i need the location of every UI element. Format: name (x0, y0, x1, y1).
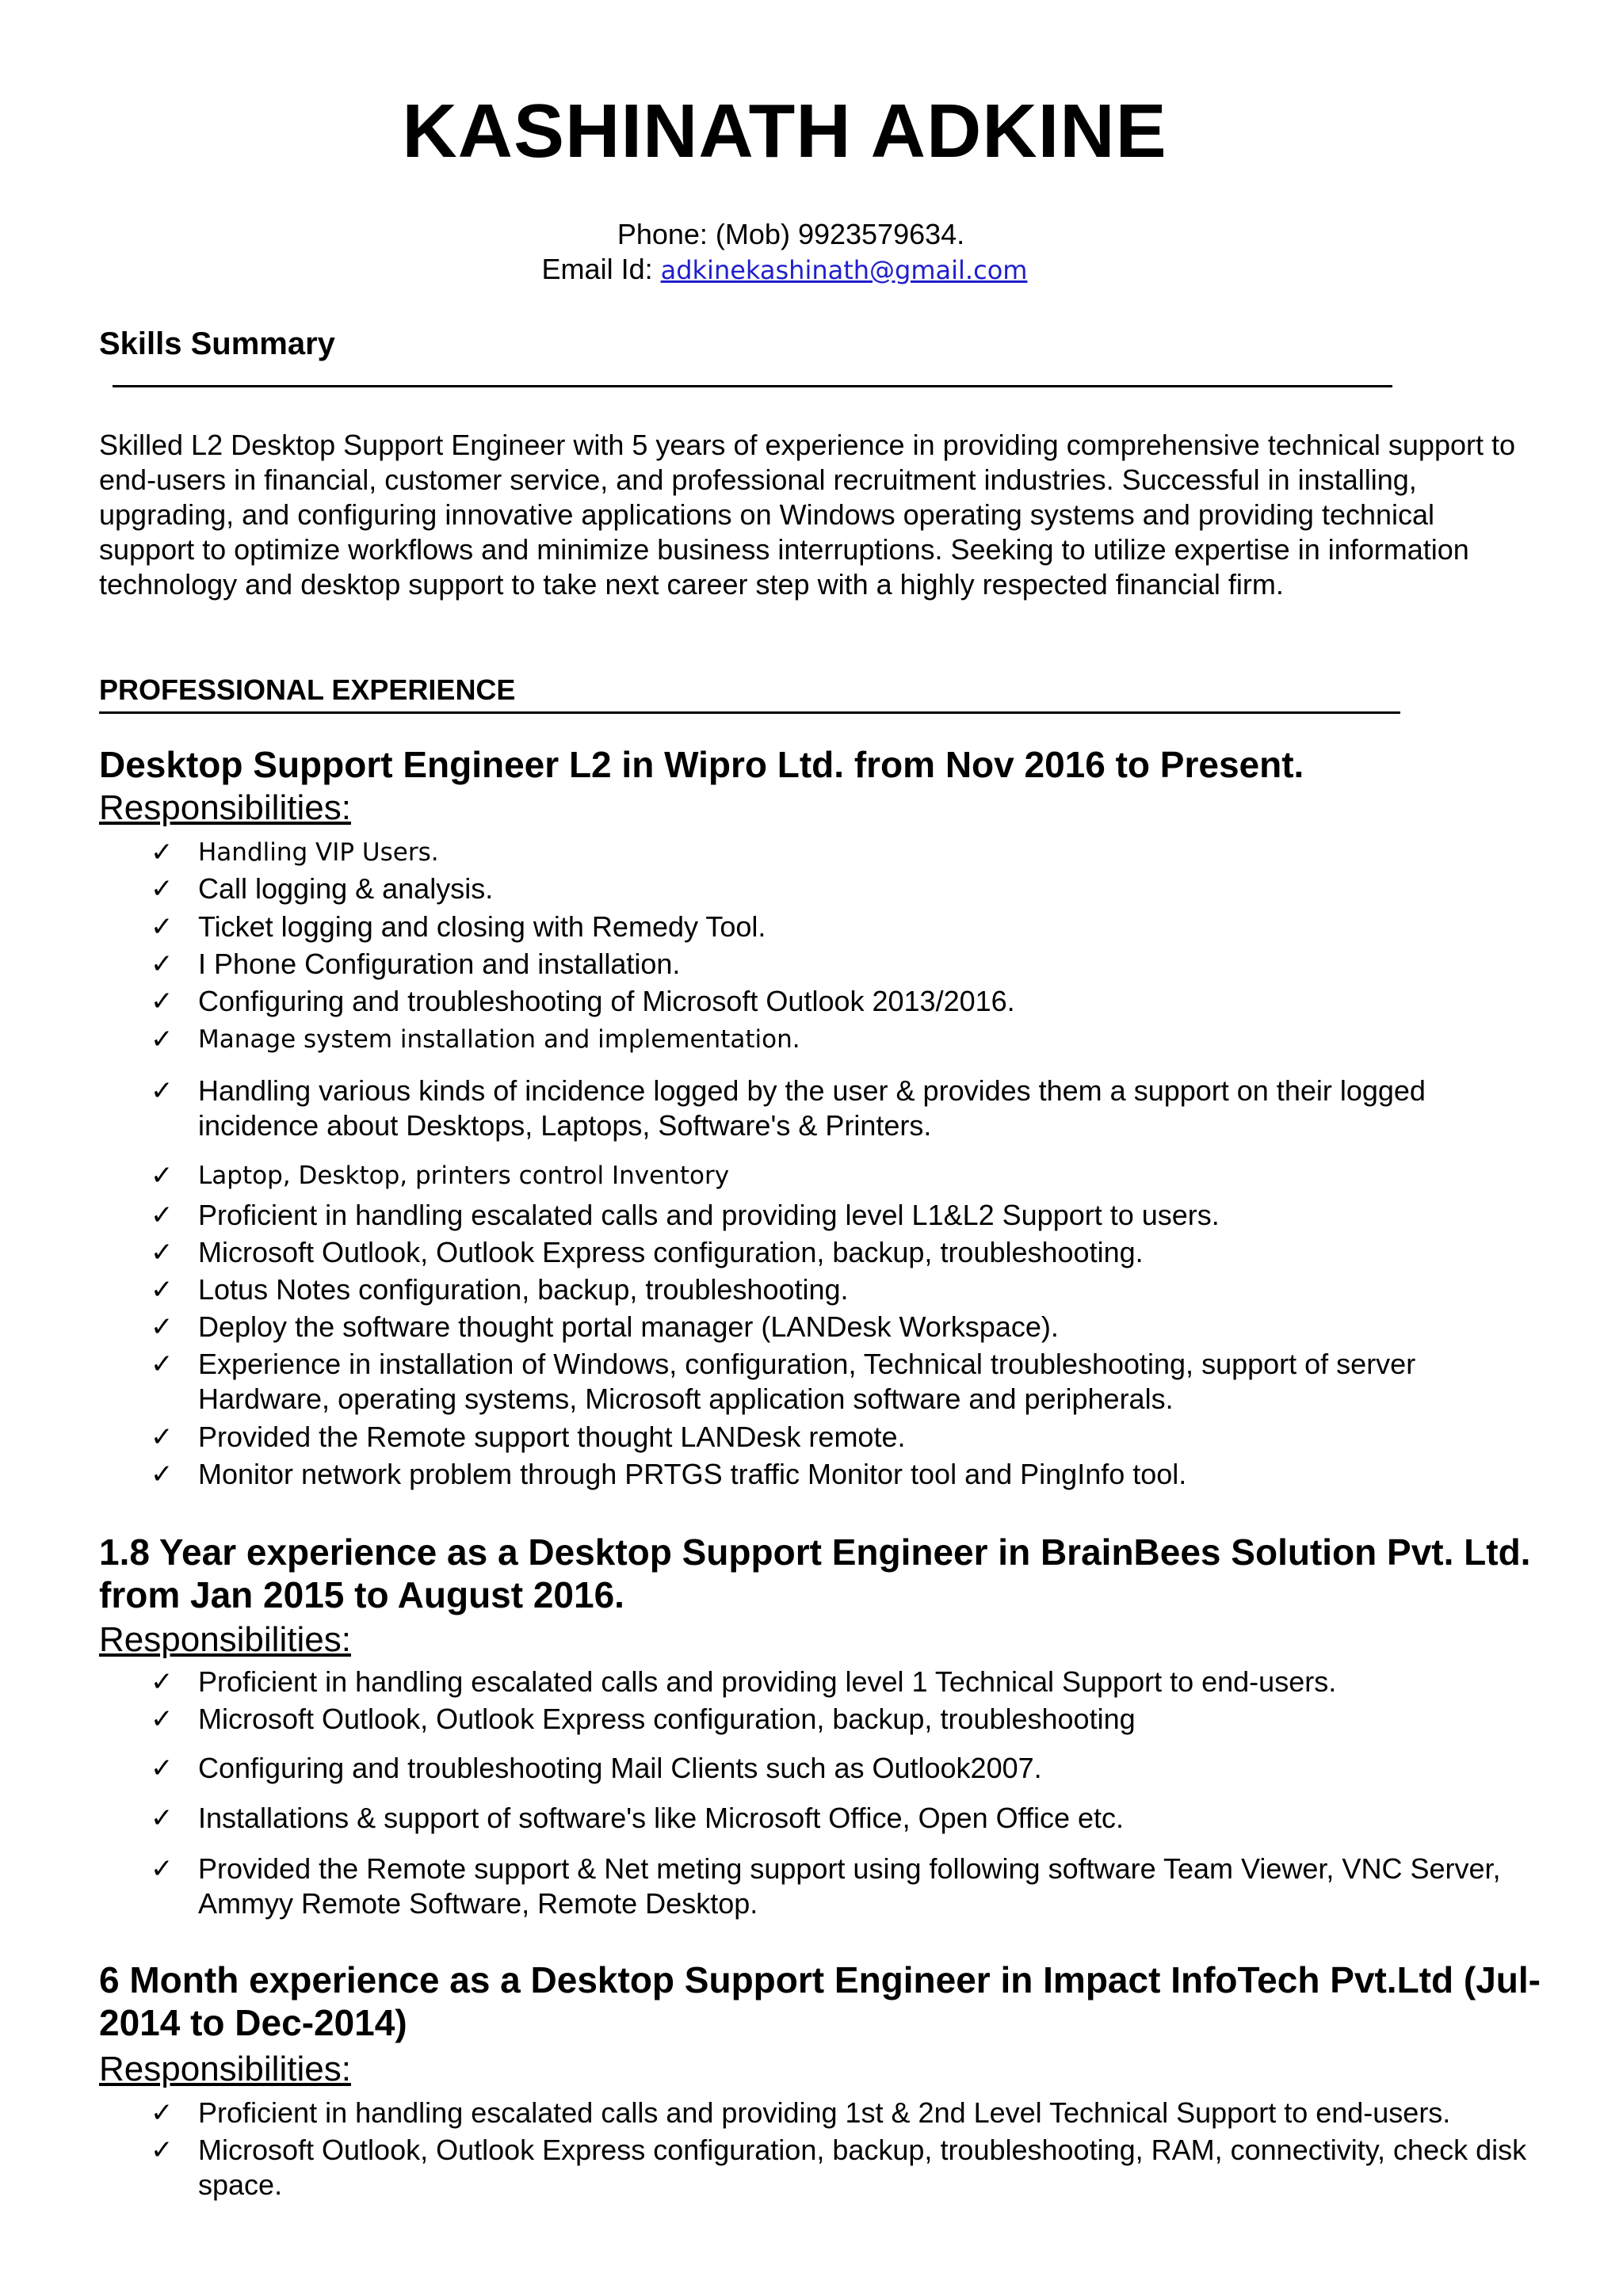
task-text: Proficient in handling escalated calls and providing level L1&L2 Support to users. (198, 1199, 1220, 1231)
candidate-name: KASHINATH ADKINE (402, 89, 1167, 174)
task-text: Configuring and troubleshooting of Microsoft Outlook 2013/2016. (198, 985, 1015, 1017)
check-icon: ✓ (151, 1753, 174, 1784)
check-icon: ✓ (151, 911, 174, 943)
check-icon: ✓ (151, 1237, 174, 1268)
check-icon: ✓ (151, 1199, 174, 1231)
check-icon: ✓ (151, 1666, 174, 1698)
check-icon: ✓ (151, 1459, 174, 1490)
check-icon: ✓ (151, 1703, 174, 1735)
task-text: Manage system installation and implementation. (198, 1025, 800, 1054)
skills-summary-text: Skilled L2 Desktop Support Engineer with 5 years of experience in providing comprehensive technical support to end-users in financial, customer service, and professional recruitment industries. Successful in installing, upgrading, and configuring innovative applications on Windows operating systems and providing technical support to optimize workflows and minimize business interruptions. Seeking to utilize expertise in information technology and desktop support to take next career step with a highly respected financial firm. (99, 429, 1516, 601)
task-text: Handling VIP Users. (198, 838, 439, 867)
check-icon: ✓ (151, 1421, 174, 1453)
check-icon: ✓ (151, 2097, 174, 2129)
task-text: Installations & support of software's like Microsoft Office, Open Office etc. (198, 1802, 1125, 1834)
task-text: Microsoft Outlook, Outlook Express configuration, backup, troubleshooting. (198, 1236, 1144, 1268)
task-text: Proficient in handling escalated calls and providing level 1 Technical Support to end-users. (198, 1665, 1337, 1698)
task-text: Proficient in handling escalated calls and providing 1st & 2nd Level Technical Support to end-users. (198, 2096, 1451, 2129)
check-icon: ✓ (151, 948, 174, 980)
job-title: 1.8 Year experience as a Desktop Support Engineer in BrainBees Solution Pvt. Ltd. from Jan 2015 to August 2016. (99, 1531, 1531, 1615)
email-link[interactable]: adkinekashinath@gmail.com (660, 255, 1028, 285)
check-icon: ✓ (151, 2134, 174, 2166)
task-text: Deploy the software thought portal manager (LANDesk Workspace). (198, 1310, 1059, 1343)
task-text: I Phone Configuration and installation. (198, 948, 681, 980)
check-icon: ✓ (151, 1853, 174, 1885)
task-text: Monitor network problem through PRTGS traffic Monitor tool and PingInfo tool. (198, 1458, 1187, 1490)
professional-experience-heading: PROFESSIONAL EXPERIENCE (99, 673, 516, 706)
task-text: Laptop, Desktop, printers control Inventory (198, 1161, 730, 1190)
section-divider (99, 711, 1400, 714)
responsibilities-label: Responsibilities: (99, 2050, 351, 2088)
job-title: 6 Month experience as a Desktop Support Engineer in Impact InfoTech Pvt.Ltd (Jul-2014 to Dec-2014) (99, 1959, 1541, 2043)
task-text: Handling various kinds of incidence logged by the user & provides them a support on their logged incidence about Desktops, Laptops, Software's & Printers. (198, 1074, 1426, 1142)
check-icon: ✓ (151, 873, 174, 905)
task-text: Lotus Notes configuration, backup, troubleshooting. (198, 1273, 849, 1306)
check-icon: ✓ (151, 1160, 174, 1192)
job-title: Desktop Support Engineer L2 in Wipro Ltd. from Nov 2016 to Present. (99, 744, 1304, 785)
check-icon: ✓ (151, 1802, 174, 1834)
responsibilities-label: Responsibilities: (99, 1620, 351, 1659)
email-line (0, 252, 1569, 286)
section-divider (113, 385, 1392, 387)
skills-summary-heading: Skills Summary (99, 326, 335, 361)
task-text: Microsoft Outlook, Outlook Express configuration, backup, troubleshooting (198, 1703, 1136, 1735)
check-icon: ✓ (151, 986, 174, 1017)
check-icon: ✓ (151, 1311, 174, 1343)
check-icon: ✓ (151, 1348, 174, 1380)
task-text: Experience in installation of Windows, configuration, Technical troubleshooting, support of server Hardware, operating systems, Microsoft application software and peripherals. (198, 1348, 1416, 1415)
check-icon: ✓ (151, 1274, 174, 1306)
email-label: Email Id: (541, 253, 661, 285)
task-text: Call logging & analysis. (198, 872, 494, 905)
task-text: Provided the Remote support thought LANDesk remote. (198, 1421, 906, 1453)
task-text: Microsoft Outlook, Outlook Express configuration, backup, troubleshooting, RAM, connectivity, check disk space. (198, 2134, 1527, 2201)
responsibilities-label: Responsibilities: (99, 788, 351, 827)
task-text: Configuring and troubleshooting Mail Clients such as Outlook2007. (198, 1752, 1042, 1784)
phone-line: Phone: (Mob) 9923579634. (617, 218, 965, 250)
check-icon: ✓ (151, 1024, 174, 1055)
task-text: Ticket logging and closing with Remedy Tool. (198, 910, 766, 943)
task-text: Provided the Remote support & Net meting support using following software Team Viewer, VNC Server, Ammyy Remote Software, Remote Desktop. (198, 1852, 1501, 1920)
check-icon: ✓ (151, 837, 174, 868)
check-icon: ✓ (151, 1075, 174, 1107)
